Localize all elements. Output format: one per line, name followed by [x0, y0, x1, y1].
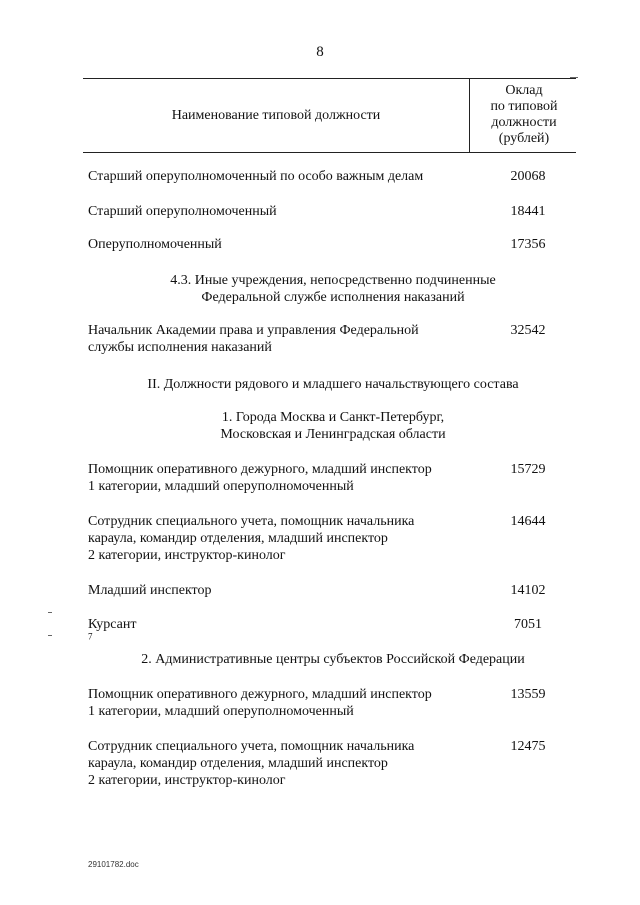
scan-mark	[48, 612, 52, 613]
salary-value: 32542	[510, 323, 546, 338]
section-heading	[80, 376, 586, 393]
position-name-text: Курсант	[88, 617, 137, 632]
position-name	[88, 168, 468, 185]
footnote-marker: 7	[88, 631, 93, 642]
salary-header-line: по типовой	[490, 99, 558, 114]
position-name-line: Оперуполномоченный	[88, 237, 222, 252]
scan-mark	[570, 77, 578, 78]
position-column-header: Наименование типовой должности	[171, 108, 381, 123]
salary-header-line: Оклад	[505, 83, 543, 98]
position-name-line: Сотрудник специального учета, помощник начальника	[88, 514, 415, 529]
position-name	[88, 513, 468, 564]
position-name	[88, 461, 468, 495]
section-heading	[80, 651, 586, 668]
position-name-line: Сотрудник специального учета, помощник начальника	[88, 739, 415, 754]
position-name	[88, 236, 468, 253]
section-heading-line: Федеральной службе исполнения наказаний	[201, 290, 465, 305]
section-heading	[80, 409, 586, 443]
position-name-line: 2 категории, инструктор-кинолог	[88, 773, 286, 788]
salary-value: 14644	[510, 514, 546, 529]
salary-value: 17356	[510, 237, 546, 252]
scan-mark	[48, 635, 52, 636]
section-heading	[80, 272, 586, 306]
position-name-line: 1 категории, младший оперуполномоченный	[88, 479, 354, 494]
position-name-line: Старший оперуполномоченный по особо важным делам	[88, 169, 424, 184]
position-name-line: Помощник оперативного дежурного, младший инспектор	[88, 462, 432, 477]
position-name-line: Старший оперуполномоченный	[88, 204, 277, 219]
salary-value: 15729	[510, 462, 546, 477]
page-number: 8	[316, 44, 324, 60]
section-heading-line: Московская и Ленинградская области	[220, 427, 446, 442]
salary-value: 13559	[510, 687, 546, 702]
position-name	[88, 582, 468, 599]
position-name	[88, 616, 468, 650]
position-name	[88, 322, 468, 356]
position-name-line: 1 категории, младший оперуполномоченный	[88, 704, 354, 719]
salary-header-line: (рублей)	[498, 131, 550, 146]
position-name	[88, 203, 468, 220]
position-name-line: караула, командир отделения, младший инспектор	[88, 756, 388, 771]
salary-column-header	[472, 83, 576, 147]
position-name-line	[88, 616, 468, 650]
position-name-line: 2 категории, инструктор-кинолог	[88, 548, 286, 563]
section-heading-line: II. Должности рядового и младшего начальствующего состава	[147, 377, 519, 392]
section-heading-line: 2. Административные центры субъектов Российской Федерации	[141, 652, 525, 667]
section-heading-line: 4.3. Иные учреждения, непосредственно подчиненные	[170, 273, 496, 288]
salary-header-line: должности	[491, 115, 557, 130]
table-header	[83, 78, 576, 153]
position-name	[88, 738, 468, 789]
position-name-line: Начальник Академии права и управления Федеральной	[88, 323, 419, 338]
position-name-line: Младший инспектор	[88, 583, 212, 598]
document-filename: 29101782.doc	[88, 860, 139, 869]
salary-value: 7051	[514, 617, 542, 632]
column-divider	[469, 79, 470, 152]
section-heading-line: 1. Города Москва и Санкт-Петербург,	[221, 410, 445, 425]
salary-value: 12475	[510, 739, 546, 754]
position-name	[88, 686, 468, 720]
salary-value: 14102	[510, 583, 546, 598]
position-name-line: службы исполнения наказаний	[88, 340, 272, 355]
position-name-line: Помощник оперативного дежурного, младший инспектор	[88, 687, 432, 702]
position-name-line: караула, командир отделения, младший инспектор	[88, 531, 388, 546]
salary-value: 20068	[510, 169, 546, 184]
salary-value: 18441	[510, 204, 546, 219]
